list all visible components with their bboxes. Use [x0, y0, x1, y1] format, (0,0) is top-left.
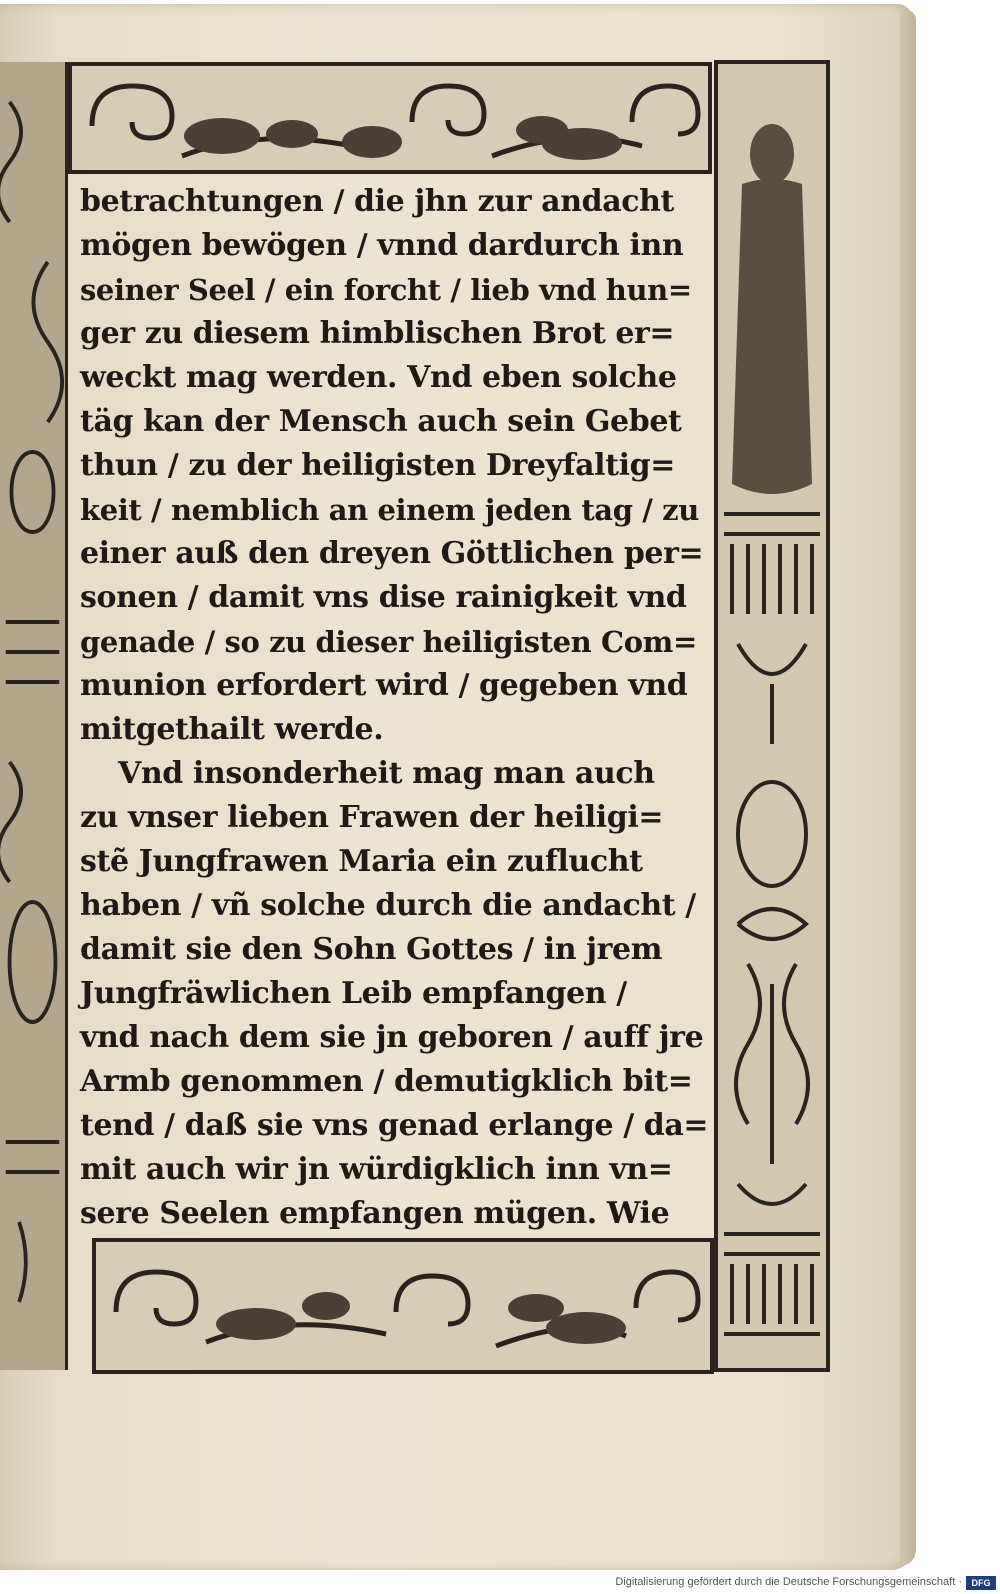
text-line: mit auch wir jn würdigklich inn vn= — [80, 1152, 673, 1187]
text-line: mitgethailt werde. — [80, 712, 384, 747]
left-woodcut-border — [0, 62, 68, 1370]
paragraph-first-line: Vnd insonderheit mag man auch — [118, 756, 655, 791]
text-line: zu vnser lieben Frawen der heiligi= — [80, 800, 664, 835]
text-line: weckt mag werden. Vnd eben solche — [80, 360, 677, 395]
footer-bar — [0, 1574, 1000, 1594]
text-line: sonen / damit vns dise rainigkeit vnd — [80, 580, 687, 615]
text-line: ger zu diesem himblischen Brot er= — [80, 316, 675, 351]
text-line: Armb genommen / demutigklich bit= — [80, 1064, 693, 1099]
text-line: haben / vñ solche durch die andacht / — [80, 888, 696, 923]
text-line: tend / daß sie vns genad erlange / da= — [80, 1108, 709, 1143]
page-text-block — [80, 178, 712, 1234]
text-line: sere Seelen empfangen mügen. Wie — [80, 1196, 670, 1231]
text-line: täg kan der Mensch auch sein Gebet — [80, 404, 682, 439]
text-line: betrachtungen / die jhn zur andacht — [80, 184, 674, 219]
dfg-logo: DFG — [966, 1576, 996, 1590]
text-line: Jungfräwlichen Leib empfangen / — [80, 976, 627, 1011]
text-line: seiner Seel / ein forcht / lieb vnd hun= — [80, 273, 692, 307]
text-line: munion erfordert wird / gegeben vnd — [80, 668, 688, 703]
footer-credit: Digitalisierung gefördert durch die Deutsche Forschungsgemeinschaft · — [615, 1576, 962, 1588]
page-edge — [900, 10, 916, 1566]
text-line: thun / zu der heiligisten Dreyfaltig= — [80, 448, 675, 483]
top-woodcut-border — [68, 62, 712, 174]
text-line: stẽ Jungfrawen Maria ein zuflucht — [80, 844, 643, 879]
bottom-woodcut-border — [92, 1238, 714, 1374]
text-line: einer auß den dreyen Göttlichen per= — [80, 536, 704, 571]
text-line: keit / nemblich an einem jeden tag / zu — [80, 493, 699, 527]
text-line: vnd nach dem sie jn geboren / auff jre — [80, 1020, 704, 1055]
text-line: mögen bewögen / vnnd dardurch inn — [80, 228, 684, 263]
text-line: genade / so zu dieser heiligisten Com= — [80, 625, 697, 659]
right-woodcut-border — [714, 60, 830, 1372]
text-line: damit sie den Sohn Gottes / in jrem — [80, 932, 663, 967]
